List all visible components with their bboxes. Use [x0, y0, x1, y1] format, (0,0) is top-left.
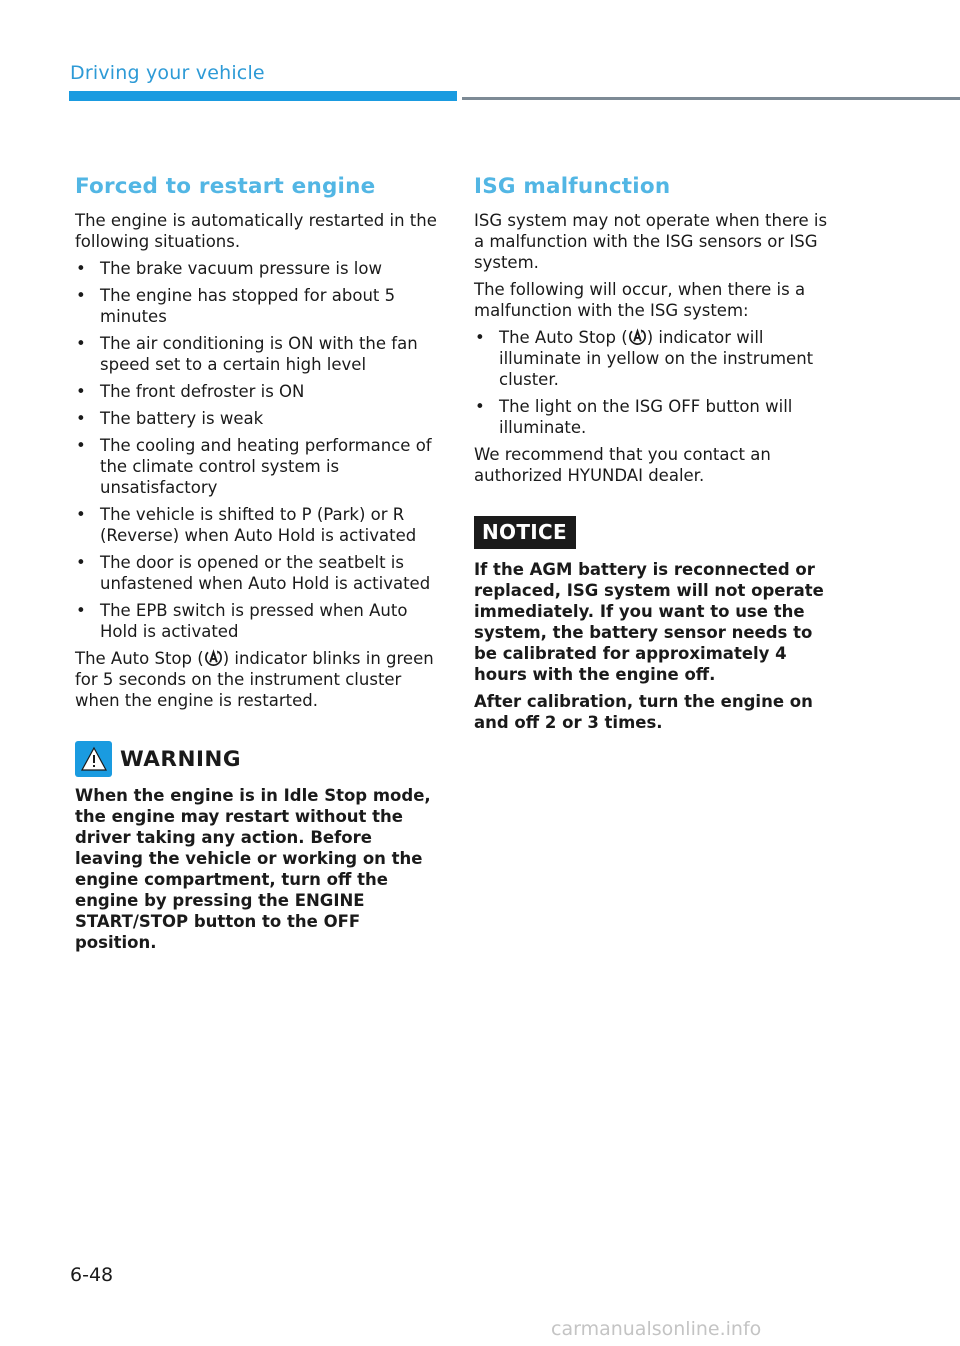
header-rule-accent — [69, 91, 457, 101]
list-item: • The air conditioning is ON with the fan speed set to a certain high level — [76, 334, 418, 374]
warning-label: WARNING — [120, 746, 242, 772]
list-item: • The engine has stopped for about 5 minutes — [76, 286, 396, 326]
notice-text-2: After calibration, turn the engine on and off 2 or 3 times. — [474, 692, 813, 732]
isg-malfunction-list — [474, 327, 839, 438]
restart-conditions-list — [75, 258, 440, 642]
intro-text: The engine is automatically restarted in the following situations. — [75, 211, 437, 251]
notice-text-1: If the AGM battery is reconnected or replaced, ISG system will not operate immediately. If you want to use the system, the battery sensor needs to be calibrated for approximately 4 hours with the engine off. — [474, 560, 824, 684]
list-item: • The brake vacuum pressure is low — [76, 259, 382, 278]
heading-forced-restart: Forced to restart engine — [75, 174, 376, 199]
warning-triangle-icon — [75, 741, 112, 777]
auto-stop-icon — [628, 327, 647, 346]
section-title: Driving your vehicle — [70, 62, 265, 84]
watermark: carmanualsonline.info — [551, 1318, 762, 1340]
heading-isg-malfunction: ISG malfunction — [474, 174, 671, 199]
auto-stop-icon — [204, 648, 223, 667]
list-item: • The front defroster is ON — [76, 382, 305, 401]
warning-text: When the engine is in Idle Stop mode, the engine may restart without the driver taking any action. Before leaving the vehicle or working on the engine compartment, turn off the engine by pressing the ENGINE START/STOP button to the OFF position. — [75, 786, 431, 952]
notice-label: NOTICE — [474, 516, 576, 549]
list-item: • The light on the ISG OFF button will illuminate. — [475, 397, 793, 437]
list-item: • The Auto Stop ( ) indicator will illuminate in yellow on the instrument cluster. — [475, 328, 814, 389]
left-column — [75, 172, 440, 959]
isg-para-2: The following will occur, when there is a malfunction with the ISG system: — [474, 280, 806, 320]
list-item: • The cooling and heating performance of the climate control system is unsatisfactory — [76, 436, 432, 497]
list-item: • The door is opened or the seatbelt is unfastened when Auto Hold is activated — [76, 553, 431, 593]
page-number: 6-48 — [70, 1264, 114, 1286]
list-item: • The battery is weak — [76, 409, 264, 428]
auto-stop-blink-text: The Auto Stop ( ) indicator blinks in green for 5 seconds on the instrument cluster when the engine is restarted. — [75, 649, 434, 710]
isg-para-3: We recommend that you contact an authorized HYUNDAI dealer. — [474, 445, 771, 485]
header-rule-gray — [462, 97, 960, 100]
right-column — [474, 172, 839, 739]
list-item: • The EPB switch is pressed when Auto Hold is activated — [76, 601, 408, 641]
warning-header — [75, 741, 440, 777]
isg-para-1: ISG system may not operate when there is a malfunction with the ISG sensors or ISG system. — [474, 211, 828, 272]
list-item: • The vehicle is shifted to P (Park) or R (Reverse) when Auto Hold is activated — [76, 505, 417, 545]
